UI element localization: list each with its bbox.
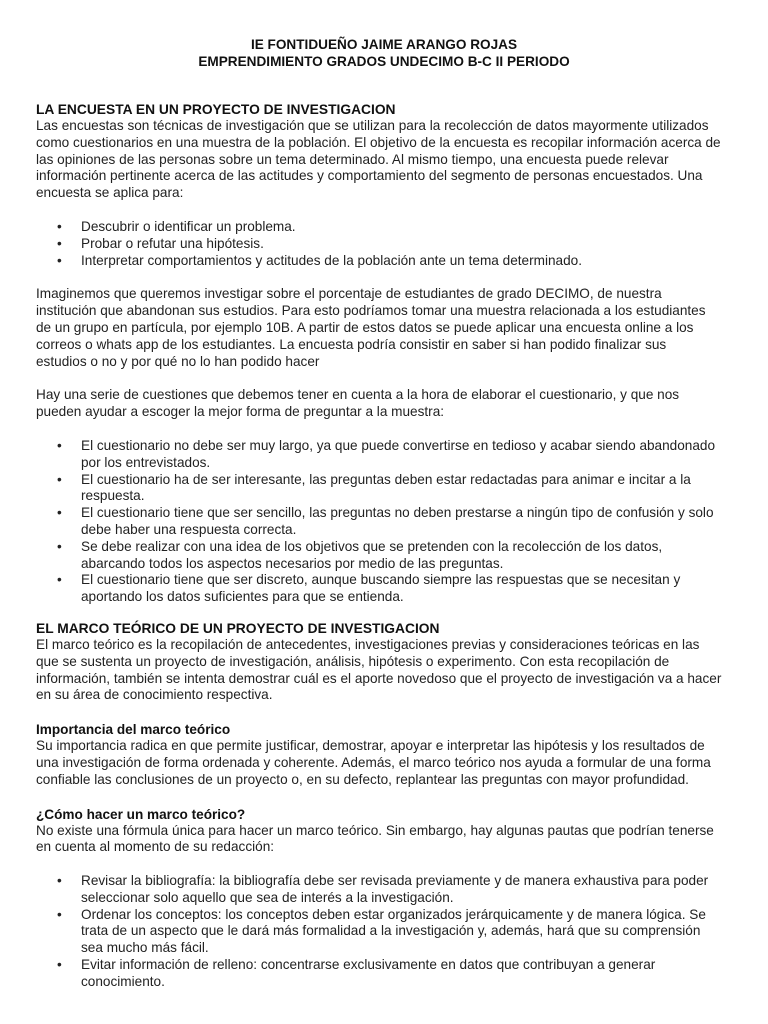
section1-example [36,286,744,370]
list-item-line: El cuestionario no debe ser muy largo, ya que puede convertirse en tedioso y acabar siendo abandonado [81,437,716,453]
text-line: institución que abandonan sus estudios. Para esto podríamos tomar una muestra relacionada a los estudiantes [36,303,706,319]
list-item [36,907,744,957]
list-item-line: Ordenar los conceptos: los conceptos deben estar organizados jerárquicamente y de manera lógica. Se [81,906,706,922]
bullet-icon: • [57,873,62,889]
text-line: Hay una serie de cuestiones que debemos tener en cuenta a la hora de elaborar el cuestionario, y que nos [36,387,680,403]
howto-title: ¿Cómo hacer un marco teórico? [36,806,246,822]
list-item-line: aportando los datos suficientes para que se entienda. [81,589,404,605]
text-line: Su importancia radica en que permite justificar, demostrar, apoyar e interpretar las hipótesis y los resultados de [36,738,705,754]
text-line: pueden ayudar a escoger la mejor forma de preguntar a la muestra: [36,404,445,420]
bullet-icon: • [57,252,62,268]
course-name: EMPRENDIMIENTO GRADOS UNDECIMO B-C II PERIODO [198,54,570,69]
section2-title: EL MARCO TEÓRICO DE UN PROYECTO DE INVESTIGACION [36,620,440,636]
bullet-icon: • [57,957,62,973]
importance-title: Importancia del marco teórico [36,722,231,738]
text-line: correos o whats app de los estudiantes. La encuesta podría consistir en saber si han podido finalizar sus [36,336,667,352]
section1-bullet-list [36,219,744,269]
list-item-line: Interpretar comportamientos y actitudes de la población ante un tema determinado. [81,252,582,268]
text-line: encuesta se aplica para: [36,185,184,201]
text-line: No existe una fórmula única para hacer un marco teórico. Sin embargo, hay algunas pautas que podrían tenerse [36,822,714,838]
list-item-line: sea mucho más fácil. [81,940,209,956]
text-line: información, también se intenta demostrar cuál es el aporte novedoso que el proyecto de investigación va a hacer [36,670,722,686]
list-item [36,572,744,606]
text-line: en su área de conocimiento respectiva. [36,687,273,703]
bullet-icon: • [57,471,62,487]
list-item-line: respuesta. [81,488,145,504]
list-item [36,236,744,253]
list-item-line: trata de un aspecto que le dará más formalidad a la investigación y, además, hará que su comprensión [81,923,701,939]
school-name: IE FONTIDUEÑO JAIME ARANGO ROJAS [250,37,518,52]
list-item-line: El cuestionario tiene que ser discreto, aunque buscando siempre las respuestas que se necesitan y [81,572,681,588]
list-item [36,505,744,539]
list-item-line: abarcando todos los aspectos necesarios por medio de las preguntas. [81,555,504,571]
list-item [36,472,744,506]
list-item-line: debe haber una respuesta correcta. [81,521,297,537]
list-item-line: Revisar la bibliografía: la bibliografía debe ser revisada previamente y de manera exhaustiva para poder [81,873,709,889]
bullet-icon: • [57,218,62,234]
importance-text [36,738,744,788]
text-line: Imaginemos que queremos investigar sobre el porcentaje de estudiantes de grado DECIMO, de nuestra [36,286,662,302]
list-item [36,957,744,991]
bullet-icon: • [57,906,62,922]
list-item-line: Se debe realizar con una idea de los objetivos que se pretenden con la recolección de los datos, [81,538,663,554]
list-item [36,438,744,472]
text-line: las opiniones de las personas sobre un tema determinado. Al mismo tiempo, una encuesta puede relevar [36,151,669,167]
text-line: información pertinente acerca de las actitudes y comportamiento del segmento de personas encuestados. Una [36,168,703,184]
bullet-icon: • [57,505,62,521]
questions-list [36,438,744,606]
howto-text [36,823,744,857]
text-line: El marco teórico es la recopilación de antecedentes, investigaciones previas y consideraciones teóricas en las [36,636,700,652]
section2-intro [36,637,744,704]
text-line: estudios o no y por qué no lo han podido hacer [36,353,320,369]
list-item-line: Probar o refutar una hipótesis. [81,235,264,251]
text-line: una investigación de forma ordenada y coherente. Además, el marco teórico nos ayuda a formular de una forma [36,754,711,770]
section1-intro [36,118,744,202]
document-header [24,36,744,70]
bullet-icon: • [57,572,62,588]
bullet-icon: • [57,437,62,453]
list-item-line: seleccionar solo aquello que sea de interés a la investigación. [81,889,454,905]
text-line: de un grupo en partícula, por ejemplo 10B. A partir de estos datos se puede aplicar una encuesta online a los [36,319,694,335]
text-line: que se sustenta un proyecto de investigación, análisis, hipótesis o experimento. Con esta recopilación de [36,653,670,669]
list-item-line: por los entrevistados. [81,454,211,470]
list-item-line: conocimiento. [81,973,165,989]
steps-list [36,873,744,991]
section1-title: LA ENCUESTA EN UN PROYECTO DE INVESTIGACION [36,102,396,117]
questions-intro [36,387,744,421]
bullet-icon: • [57,538,62,554]
list-item [36,539,744,573]
text-line: como cuestionarios en una muestra de la población. El objetivo de la encuesta es recopilar información acerca de [36,134,721,150]
list-item-line: El cuestionario ha de ser interesante, las preguntas deben estar redactadas para animar e incitar a la [81,471,691,487]
list-item [36,219,744,236]
list-item [36,873,744,907]
list-item-line: Descubrir o identificar un problema. [81,218,296,234]
list-item [36,253,744,270]
text-line: confiable las conclusiones de un proyecto o, en su defecto, replantear las preguntas con mayor profundidad. [36,771,689,787]
list-item-line: El cuestionario tiene que ser sencillo, las preguntas no deben prestarse a ningún tipo de confusión y solo [81,505,714,521]
text-line: en cuenta al momento de su redacción: [36,839,275,855]
list-item-line: Evitar información de relleno: concentrarse exclusivamente en datos que contribuyan a generar [81,957,656,973]
text-line: Las encuestas son técnicas de investigación que se utilizan para la recolección de datos mayormente utilizados [36,118,709,133]
bullet-icon: • [57,235,62,251]
